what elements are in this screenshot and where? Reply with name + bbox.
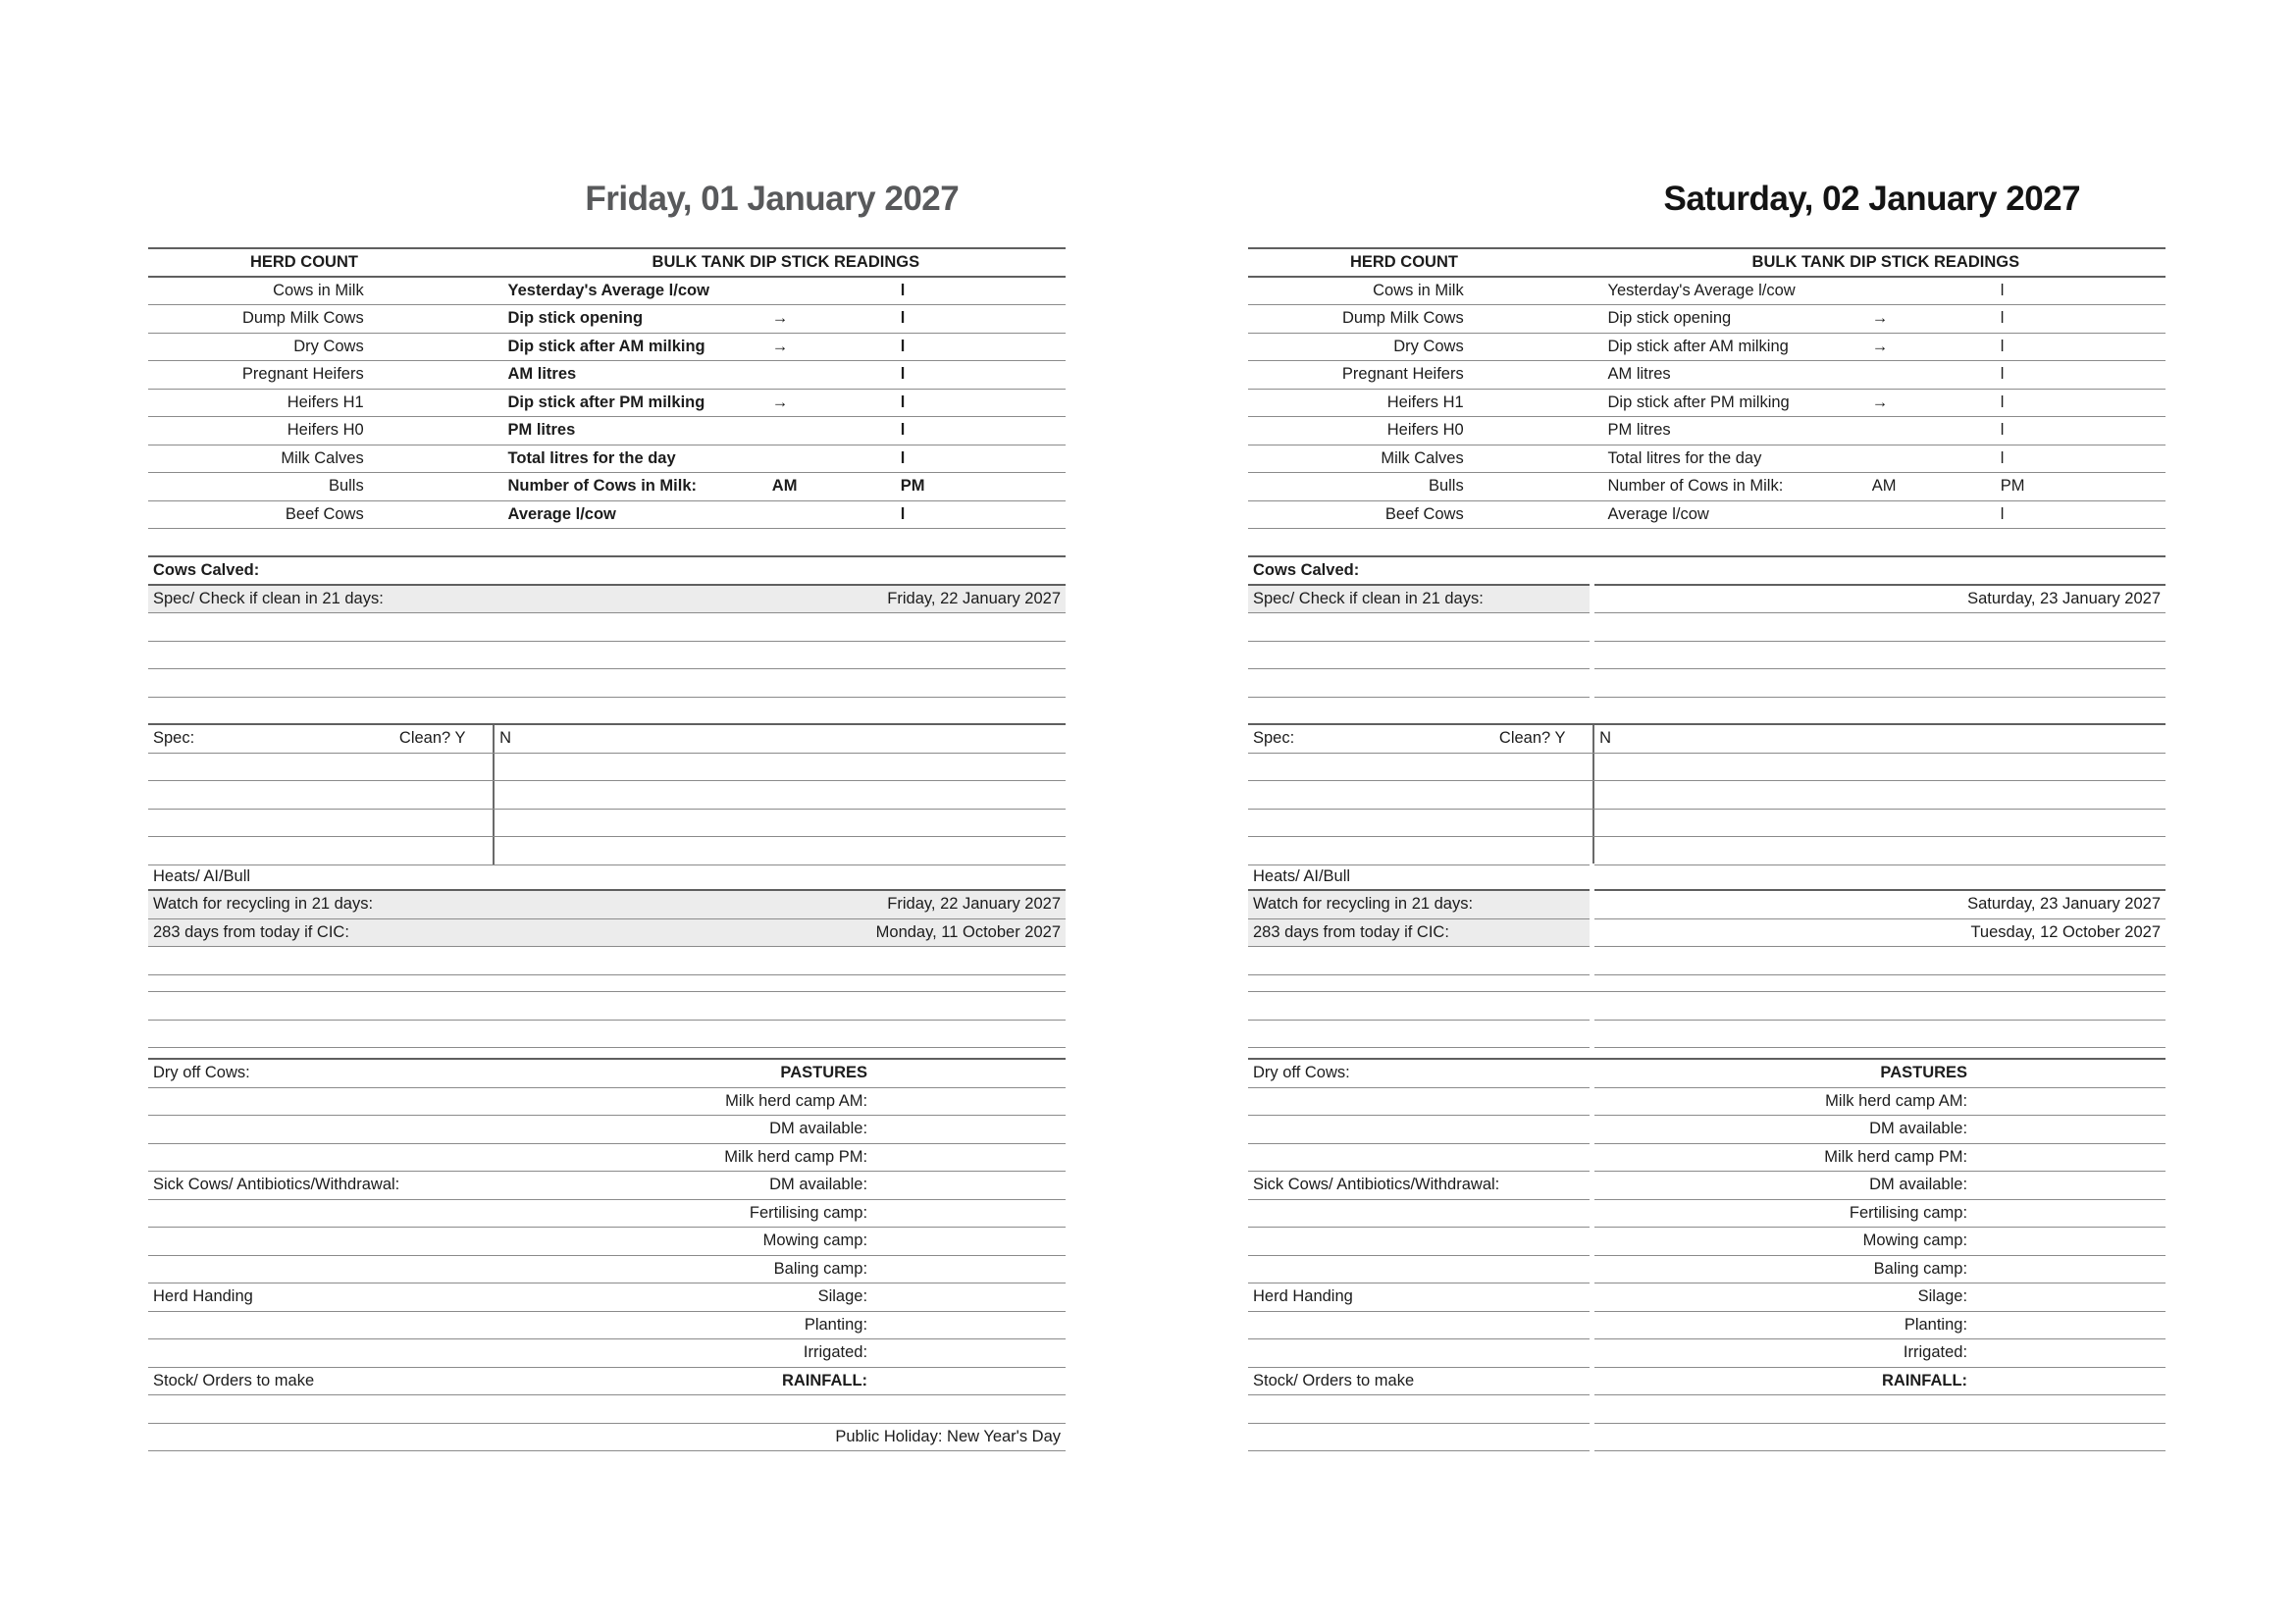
pasture-label: DM available:	[1869, 1176, 1968, 1193]
blank-row	[1248, 1021, 2166, 1049]
blank-row	[148, 613, 1066, 642]
section-header-row	[1248, 557, 2166, 586]
sick-cows-label: Sick Cows/ Antibiotics/Withdrawal:	[1253, 1176, 1500, 1193]
herd-count-table	[1248, 247, 2166, 529]
diary-page-friday	[148, 0, 1066, 1624]
bulk-label: Total litres for the day	[1607, 448, 1762, 467]
footer-row	[148, 1424, 1066, 1452]
herd-count-header: HERD COUNT	[1349, 253, 1458, 271]
blank-row	[1248, 669, 2166, 698]
table-row	[1248, 501, 2166, 530]
blank-row	[148, 992, 1066, 1021]
blank-row	[1248, 754, 2166, 782]
blank-row	[148, 837, 1066, 865]
blank-row	[148, 781, 1066, 810]
herd-label: Bulls	[328, 477, 364, 495]
table-row	[1248, 445, 2166, 474]
clean-y-label: Clean? Y	[398, 729, 466, 747]
pasture-label: Milk herd camp AM:	[725, 1091, 868, 1110]
bulk-label: Yesterday's Average l/cow	[1607, 281, 1796, 299]
diary-page-saturday	[1248, 0, 2166, 1624]
table-header-row	[148, 249, 1066, 278]
litres-unit: l	[2000, 448, 2005, 467]
bulk-label: AM litres	[1607, 365, 1671, 383]
herd-label: Beef Cows	[1384, 504, 1464, 523]
bulk-label: Dip stick opening	[1607, 309, 1732, 327]
herd-label: Pregnant Heifers	[1341, 365, 1464, 383]
table-row	[1248, 361, 2166, 390]
heats-header-row	[148, 864, 1066, 892]
spec-label: Spec:	[1253, 729, 1295, 747]
pasture-row	[1248, 1312, 2166, 1340]
spec-header-row	[148, 725, 1066, 754]
cows-calved-section	[1248, 555, 2166, 698]
stock-orders-label: Stock/ Orders to make	[1253, 1371, 1415, 1389]
pasture-row	[1248, 1339, 2166, 1368]
stock-orders-row	[148, 1368, 1066, 1396]
cows-calved-section	[148, 555, 1066, 698]
pasture-row	[148, 1144, 1066, 1173]
litres-unit: l	[2000, 337, 2005, 355]
cows-calved-header: Cows Calved:	[1253, 561, 1360, 579]
sick-cows-row	[1248, 1172, 2166, 1200]
herd-label: Dump Milk Cows	[1341, 309, 1464, 327]
rainfall-label: RAINFALL:	[1881, 1371, 1968, 1389]
heats-header: Heats/ AI/Bull	[153, 866, 251, 885]
blank-row	[1248, 613, 2166, 642]
stock-orders-label: Stock/ Orders to make	[153, 1371, 315, 1389]
blank-row	[148, 1395, 1066, 1424]
spec-clean-table	[148, 723, 1066, 865]
litres-unit: l	[900, 365, 906, 383]
recycling-date: Friday, 22 January 2027	[887, 895, 1061, 913]
page-title: Friday, 01 January 2027	[585, 180, 960, 218]
pasture-label: Irrigated:	[1903, 1343, 1968, 1361]
arrow-right-icon: →	[1871, 309, 1889, 327]
herd-label: Dry Cows	[293, 337, 364, 355]
cic-label: 283 days from today if CIC:	[153, 922, 349, 941]
pasture-row	[148, 1228, 1066, 1256]
litres-unit: l	[2000, 421, 2005, 439]
blank-row	[148, 642, 1066, 670]
rainfall-label: RAINFALL:	[781, 1371, 868, 1389]
arrow-right-icon: →	[771, 309, 789, 327]
sick-cows-label: Sick Cows/ Antibiotics/Withdrawal:	[153, 1176, 400, 1193]
cic-date: Monday, 11 October 2027	[875, 922, 1061, 941]
bulk-label: AM litres	[507, 365, 577, 383]
heats-section	[1248, 864, 2166, 975]
arrow-right-icon: →	[1871, 393, 1889, 411]
pasture-row	[1248, 1144, 2166, 1173]
blank-row	[148, 1021, 1066, 1049]
herd-label: Heifers H1	[287, 393, 364, 411]
table-row	[148, 501, 1066, 530]
cic-date: Tuesday, 12 October 2027	[1970, 922, 2161, 941]
table-row	[148, 390, 1066, 418]
note-rows	[148, 991, 1066, 1048]
pasture-row	[1248, 1088, 2166, 1117]
litres-unit: l	[2000, 281, 2005, 299]
pm-label: PM	[2000, 477, 2025, 495]
bulk-label: Dip stick after PM milking	[1607, 393, 1790, 411]
blank-row	[1248, 642, 2166, 670]
cic-row	[1248, 919, 2166, 948]
daily-pastures-section	[1248, 1058, 2166, 1451]
clean-n-label: N	[499, 729, 512, 747]
blank-row	[1248, 992, 2166, 1021]
section-header-row	[148, 557, 1066, 586]
pasture-label: Baling camp:	[773, 1259, 868, 1278]
bulk-label: Dip stick after AM milking	[507, 337, 705, 355]
litres-unit: l	[2000, 309, 2005, 327]
arrow-right-icon: →	[1871, 337, 1889, 355]
litres-unit: l	[900, 309, 906, 327]
herd-label: Heifers H0	[1386, 421, 1464, 439]
herd-label: Cows in Milk	[273, 281, 364, 299]
pasture-label: Irrigated:	[803, 1343, 868, 1361]
pasture-label: DM available:	[769, 1120, 868, 1137]
bulk-label: Dip stick after PM milking	[507, 393, 705, 411]
check-clean-date: Saturday, 23 January 2027	[1967, 589, 2161, 607]
herd-label: Heifers H1	[1386, 393, 1464, 411]
bulk-tank-header: BULK TANK DIP STICK READINGS	[1751, 253, 2020, 271]
bulk-label: Number of Cows in Milk:	[507, 477, 698, 495]
bulk-label: Average l/cow	[1607, 504, 1709, 523]
herd-handling-label: Herd Handing	[1253, 1287, 1353, 1305]
blank-row	[1248, 810, 2166, 838]
clean-y-label: Clean? Y	[1498, 729, 1566, 747]
dry-off-row	[1248, 1060, 2166, 1088]
pasture-row	[148, 1116, 1066, 1144]
table-row	[148, 305, 1066, 334]
pasture-label: Baling camp:	[1873, 1259, 1968, 1278]
pasture-row	[148, 1312, 1066, 1340]
sick-cows-row	[148, 1172, 1066, 1200]
blank-row	[148, 669, 1066, 698]
pasture-label: DM available:	[1869, 1120, 1968, 1137]
litres-unit: l	[900, 281, 906, 299]
pasture-label: Silage:	[1917, 1287, 1968, 1305]
dry-off-label: Dry off Cows:	[1253, 1064, 1350, 1081]
dry-off-label: Dry off Cows:	[153, 1064, 250, 1081]
herd-label: Dry Cows	[1393, 337, 1464, 355]
recycling-date: Saturday, 23 January 2027	[1967, 895, 2161, 913]
table-header-row	[1248, 249, 2166, 278]
herd-handling-row	[1248, 1283, 2166, 1312]
litres-unit: l	[900, 393, 906, 411]
table-row	[1248, 390, 2166, 418]
check-clean-row	[1248, 586, 2166, 614]
litres-unit: l	[900, 337, 906, 355]
table-row	[1248, 473, 2166, 501]
bulk-label: Dip stick opening	[507, 309, 644, 327]
pasture-label: Silage:	[817, 1287, 868, 1305]
bulk-label: PM litres	[1607, 421, 1671, 439]
public-holiday-note: Public Holiday: New Year's Day	[835, 1427, 1061, 1445]
blank-row	[1248, 837, 2166, 865]
litres-unit: l	[2000, 504, 2005, 523]
pasture-row	[1248, 1200, 2166, 1229]
pasture-label: Milk herd camp AM:	[1825, 1091, 1968, 1110]
pasture-row	[148, 1088, 1066, 1117]
page-title: Saturday, 02 January 2027	[1663, 180, 2081, 218]
am-label: AM	[1871, 477, 1897, 495]
herd-handling-row	[148, 1283, 1066, 1312]
herd-label: Milk Calves	[281, 448, 364, 467]
bulk-label: Total litres for the day	[507, 448, 676, 467]
heats-header-row	[1248, 864, 2166, 892]
footer-row	[1248, 1424, 2166, 1452]
check-clean-label: Spec/ Check if clean in 21 days:	[1253, 589, 1484, 607]
cic-row	[148, 919, 1066, 948]
herd-label: Heifers H0	[287, 421, 364, 439]
spec-label: Spec:	[153, 729, 195, 747]
pasture-row	[1248, 1256, 2166, 1284]
arrow-right-icon: →	[771, 393, 789, 411]
table-row	[148, 417, 1066, 445]
blank-row	[1248, 947, 2166, 975]
table-row	[1248, 278, 2166, 306]
bulk-tank-header: BULK TANK DIP STICK READINGS	[652, 253, 920, 271]
herd-label: Pregnant Heifers	[241, 365, 364, 383]
clean-n-label: N	[1599, 729, 1612, 747]
blank-row	[1248, 1395, 2166, 1424]
herd-label: Bulls	[1428, 477, 1464, 495]
table-row	[148, 445, 1066, 474]
table-row	[148, 334, 1066, 362]
blank-row	[148, 754, 1066, 782]
pasture-label: Milk herd camp PM:	[724, 1147, 868, 1166]
recycling-row	[148, 891, 1066, 919]
cic-label: 283 days from today if CIC:	[1253, 922, 1449, 941]
bulk-label: Yesterday's Average l/cow	[507, 281, 709, 299]
blank-row	[148, 810, 1066, 838]
pasture-row	[148, 1200, 1066, 1229]
litres-unit: l	[2000, 365, 2005, 383]
pasture-row	[148, 1256, 1066, 1284]
pasture-label: Planting:	[804, 1315, 868, 1334]
pasture-row	[148, 1339, 1066, 1368]
am-label: AM	[771, 477, 798, 495]
blank-row	[1248, 781, 2166, 810]
herd-label: Dump Milk Cows	[241, 309, 364, 327]
pasture-label: Mowing camp:	[762, 1231, 868, 1249]
herd-label: Milk Calves	[1381, 448, 1464, 467]
litres-unit: l	[900, 504, 906, 523]
litres-unit: l	[900, 448, 906, 467]
spec-clean-table	[1248, 723, 2166, 865]
heats-header: Heats/ AI/Bull	[1253, 866, 1351, 885]
bulk-label: Number of Cows in Milk:	[1607, 477, 1784, 495]
table-row	[1248, 417, 2166, 445]
table-row	[148, 278, 1066, 306]
recycling-label: Watch for recycling in 21 days:	[153, 895, 374, 913]
pasture-label: DM available:	[769, 1176, 868, 1193]
table-row	[1248, 334, 2166, 362]
pasture-label: Fertilising camp:	[749, 1203, 868, 1222]
herd-handling-label: Herd Handing	[153, 1287, 253, 1305]
recycling-label: Watch for recycling in 21 days:	[1253, 895, 1474, 913]
check-clean-label: Spec/ Check if clean in 21 days:	[153, 589, 384, 607]
check-clean-date: Friday, 22 January 2027	[887, 589, 1061, 607]
pasture-label: Fertilising camp:	[1849, 1203, 1968, 1222]
herd-label: Cows in Milk	[1373, 281, 1464, 299]
pm-label: PM	[900, 477, 925, 495]
herd-count-header: HERD COUNT	[249, 253, 358, 271]
daily-pastures-section	[148, 1058, 1066, 1451]
pastures-header: PASTURES	[780, 1064, 868, 1081]
blank-row	[148, 947, 1066, 975]
check-clean-row	[148, 586, 1066, 614]
herd-label: Beef Cows	[285, 504, 364, 523]
table-row	[1248, 305, 2166, 334]
stock-orders-row	[1248, 1368, 2166, 1396]
recycling-row	[1248, 891, 2166, 919]
pasture-label: Mowing camp:	[1862, 1231, 1968, 1249]
heats-section	[148, 864, 1066, 975]
dry-off-row	[148, 1060, 1066, 1088]
table-row	[148, 473, 1066, 501]
pasture-label: Planting:	[1904, 1315, 1968, 1334]
bulk-label: PM litres	[507, 421, 576, 439]
note-rows	[1248, 991, 2166, 1048]
arrow-right-icon: →	[771, 337, 789, 355]
table-row	[148, 361, 1066, 390]
bulk-label: Average l/cow	[507, 504, 616, 523]
litres-unit: l	[2000, 393, 2005, 411]
herd-count-table	[148, 247, 1066, 529]
pasture-label: Milk herd camp PM:	[1824, 1147, 1968, 1166]
spec-header-row	[1248, 725, 2166, 754]
pastures-header: PASTURES	[1880, 1064, 1968, 1081]
litres-unit: l	[900, 421, 906, 439]
pasture-row	[1248, 1116, 2166, 1144]
pasture-row	[1248, 1228, 2166, 1256]
bulk-label: Dip stick after AM milking	[1607, 337, 1789, 355]
cows-calved-header: Cows Calved:	[153, 561, 260, 579]
